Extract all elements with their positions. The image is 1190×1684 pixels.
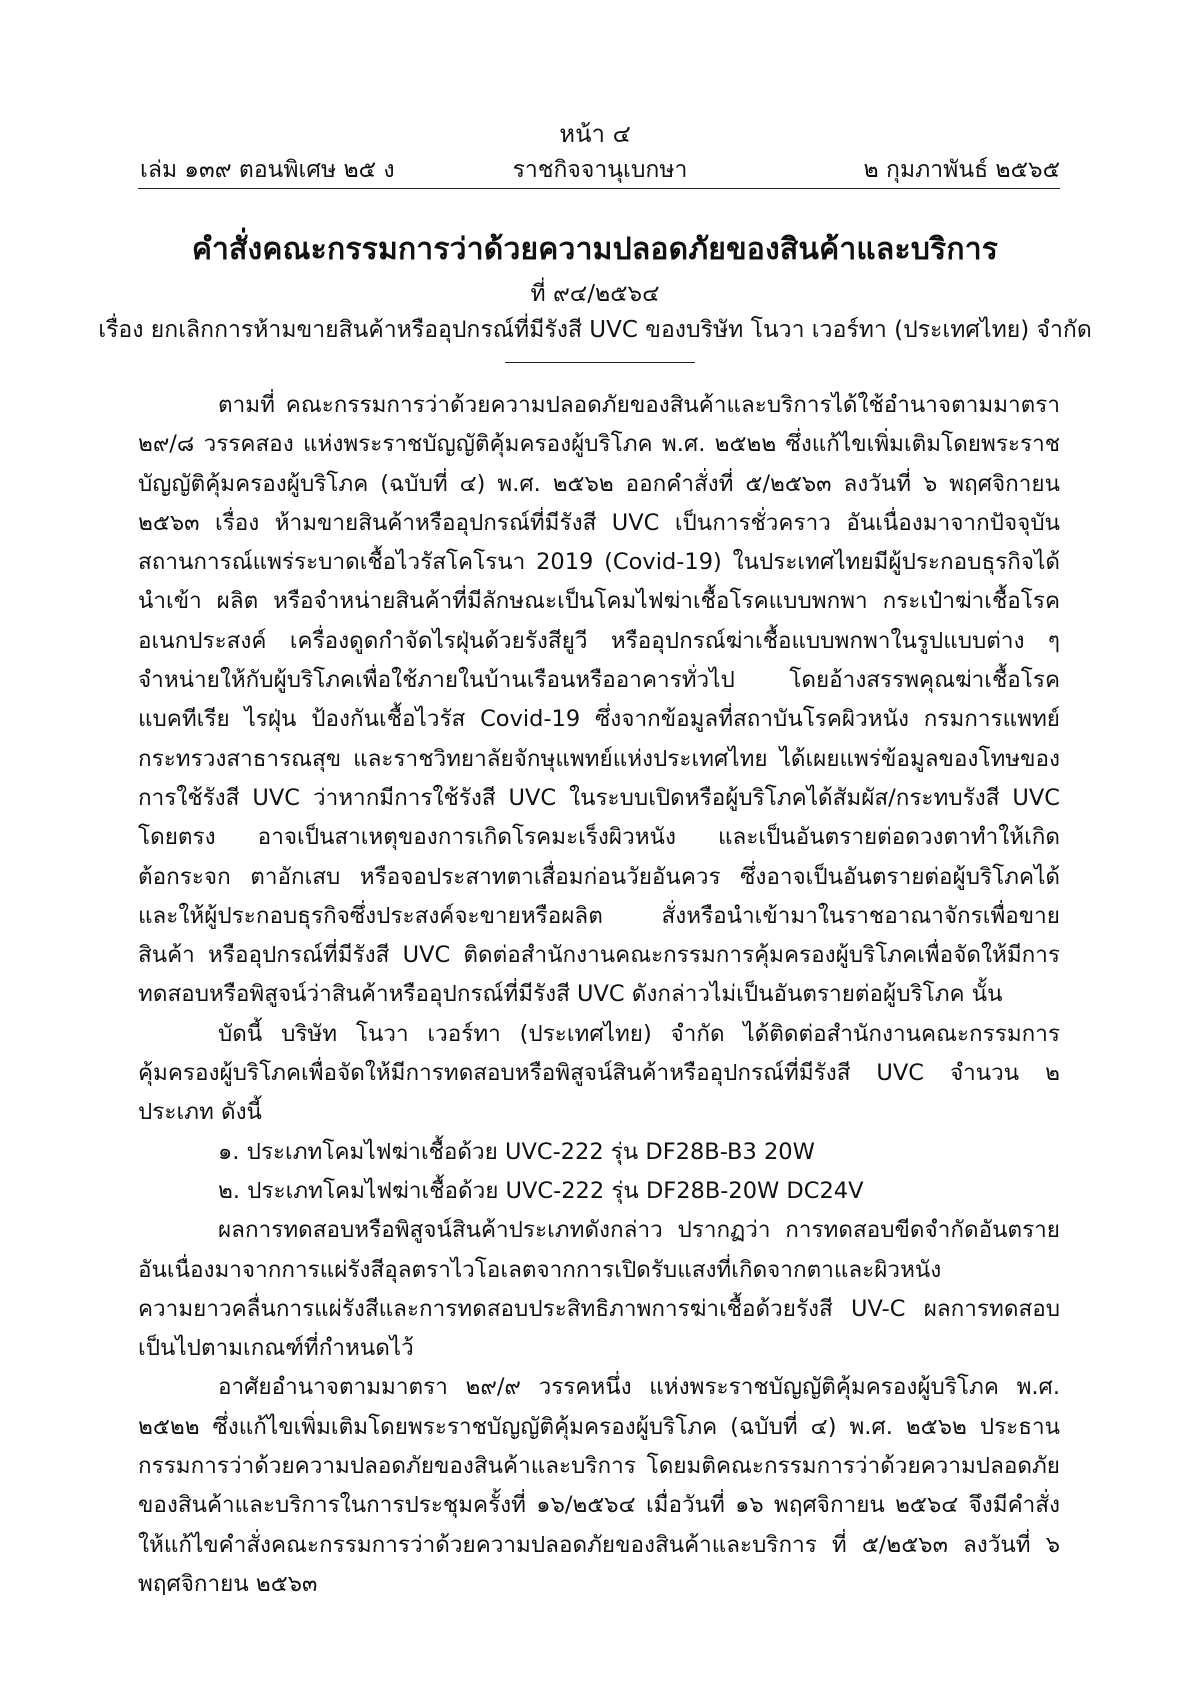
paragraph-background: ตามที่ คณะกรรมการว่าด้วยความปลอดภัยของสินค้าและบริการได้ใช้อำนาจตามมาตรา ๒๙/๘ วรรคสอง แห่งพระราชบัญญัติคุ้มครองผู้บริโภค พ.ศ. ๒๕๒๒ ซึ่งแก้ไขเพิ่มเติมโดยพระราชบัญญัติคุ้มครองผู้บริโภค (ฉบับที่ ๔) พ.ศ. ๒๕๖๒ ออกคำสั่งที่ ๕/๒๕๖๓ ลงวันที่ ๖ พฤศจิกายน ๒๕๖๓ เรื่อง ห้ามขายสินค้าหรืออุปกรณ์ที่มีรังสี UVC เป็นการชั่วคราว อันเนื่องมาจากปัจจุบันสถานการณ์แพร่ระบาดเชื้อไวรัสโคโรนา 2019 (Covid-19) ในประเทศไทยมีผู้ประกอบธุรกิจได้นำเข้า ผลิต หรือจำหน่ายสินค้าที่มีลักษณะเป็นโคมไฟฆ่าเชื้อโรคแบบพกพา กระเป๋าฆ่าเชื้อโรคอเนกประสงค์ เครื่องดูดกำจัดไรฝุ่นด้วยรังสียูวี หรืออุปกรณ์ฆ่าเชื้อแบบพกพาในรูปแบบต่าง ๆ จำหน่ายให้กับผู้บริโภคเพื่อใช้ภายในบ้านเรือนหรืออาคารทั่วไป โดยอ้างสรรพคุณฆ่าเชื้อโรค แบคทีเรีย ไรฝุ่น ป้องกันเชื้อไวรัส Covid-19 ซึ่งจากข้อมูลที่สถาบันโรคผิวหนัง กรมการแพทย์ กระทรวงสาธารณสุข และราชวิทยาลัยจักษุแพทย์แห่งประเทศไทย ได้เผยแพร่ข้อมูลของโทษของการใช้รังสี UVC ว่าหากมีการใช้รังสี UVC ในระบบเปิดหรือผู้บริโภคได้สัมผัส/กระทบรังสี UVC โดยตรง อาจเป็นสาเหตุของการเกิดโรคมะเร็งผิวหนัง และเป็นอันตรายต่อดวงตาทำให้เกิดต้อกระจก ตาอักเสบ หรือจอประสาทตาเสื่อมก่อนวัยอันควร ซึ่งอาจเป็นอันตรายต่อผู้บริโภคได้ และให้ผู้ประกอบธุรกิจซึ่งประสงค์จะขายหรือผลิต สั่งหรือนำเข้ามาในราชอาณาจักรเพื่อขายสินค้า หรืออุปกรณ์ที่มีรังสี UVC ติดต่อสำนักงานคณะกรรมการคุ้มครองผู้บริโภคเพื่อจัดให้มีการทดสอบหรือพิสูจน์ว่าสินค้าหรืออุปกรณ์ที่มีรังสี UVC ดังกล่าวไม่เป็นอันตรายต่อผู้บริโภค นั้น <box>138 392 1060 1008</box>
header-divider <box>138 188 1060 189</box>
title-divider <box>505 362 695 363</box>
list-item: ๒. ประเภทโคมไฟฆ่าเชื้อด้วย UVC-222 รุ่น DF28B-20W DC24V <box>218 1177 864 1204</box>
page-number: หน้า ๔ <box>559 120 631 148</box>
list-item: ๑. ประเภทโคมไฟฆ่าเชื้อด้วย UVC-222 รุ่น DF28B-B3 20W <box>218 1138 815 1165</box>
paragraph-authority: อาศัยอำนาจตามมาตรา ๒๙/๙ วรรคหนึ่ง แห่งพระราชบัญญัติคุ้มครองผู้บริโภค พ.ศ. ๒๕๒๒ ซึ่งแก้ไขเพิ่มเติมโดยพระราชบัญญัติคุ้มครองผู้บริโภค (ฉบับที่ ๔) พ.ศ. ๒๕๖๒ ประธานกรรมการว่าด้วยความปลอดภัยของสินค้าและบริการ โดยมติคณะกรรมการว่าด้วยความปลอดภัยของสินค้าและบริการในการประชุมครั้งที่ ๑๖/๒๕๖๔ เมื่อวันที่ ๑๖ พฤศจิกายน ๒๕๖๔ จึงมีคำสั่งให้แก้ไขคำสั่งคณะกรรมการว่าด้วยความปลอดภัยของสินค้าและบริการ ที่ ๕/๒๕๖๓ ลงวันที่ ๖ พฤศจิกายน ๒๕๖๓ <box>138 1374 1060 1597</box>
paragraph-request: บัดนี้ บริษัท โนวา เวอร์ทา (ประเทศไทย) จำกัด ได้ติดต่อสำนักงานคณะกรรมการคุ้มครองผู้บริโภคเพื่อจัดให้มีการทดสอบหรือพิสูจน์สินค้าหรืออุปกรณ์ที่มีรังสี UVC จำนวน ๒ ประเภท ดังนี้ <box>138 1020 1060 1126</box>
publication-date: ๒ กุมภาพันธ์ ๒๕๖๕ <box>863 157 1060 183</box>
document-title: คำสั่งคณะกรรมการว่าด้วยความปลอดภัยของสินค้าและบริการ <box>191 232 999 267</box>
gazette-name: ราชกิจจานุเบกษา <box>512 157 688 183</box>
paragraph-test-result: ผลการทดสอบหรือพิสูจน์สินค้าประเภทดังกล่าว ปรากฏว่า การทดสอบขีดจำกัดอันตรายอันเนื่องมาจากการแผ่รังสีอุลตราไวโอเลตจากการเปิดรับแสงที่เกิดจากตาและผิวหนัง ความยาวคลื่นการแผ่รังสีและการทดสอบประสิทธิภาพการฆ่าเชื้อด้วยรังสี UV-C ผลการทดสอบเป็นไปตามเกณฑ์ที่กำหนดไว้ <box>138 1217 1060 1362</box>
order-body <box>138 386 1060 1604</box>
volume-issue: เล่ม ๑๓๙ ตอนพิเศษ ๒๕ ง <box>140 157 395 183</box>
order-number: ที่ ๙๔/๒๕๖๔ <box>530 281 660 307</box>
order-subject: เรื่อง ยกเลิกการห้ามขายสินค้าหรืออุปกรณ์ที่มีรังสี UVC ของบริษัท โนวา เวอร์ทา (ประเทศไทย) จำกัด <box>98 317 1092 343</box>
gazette-header-row <box>140 152 1060 186</box>
